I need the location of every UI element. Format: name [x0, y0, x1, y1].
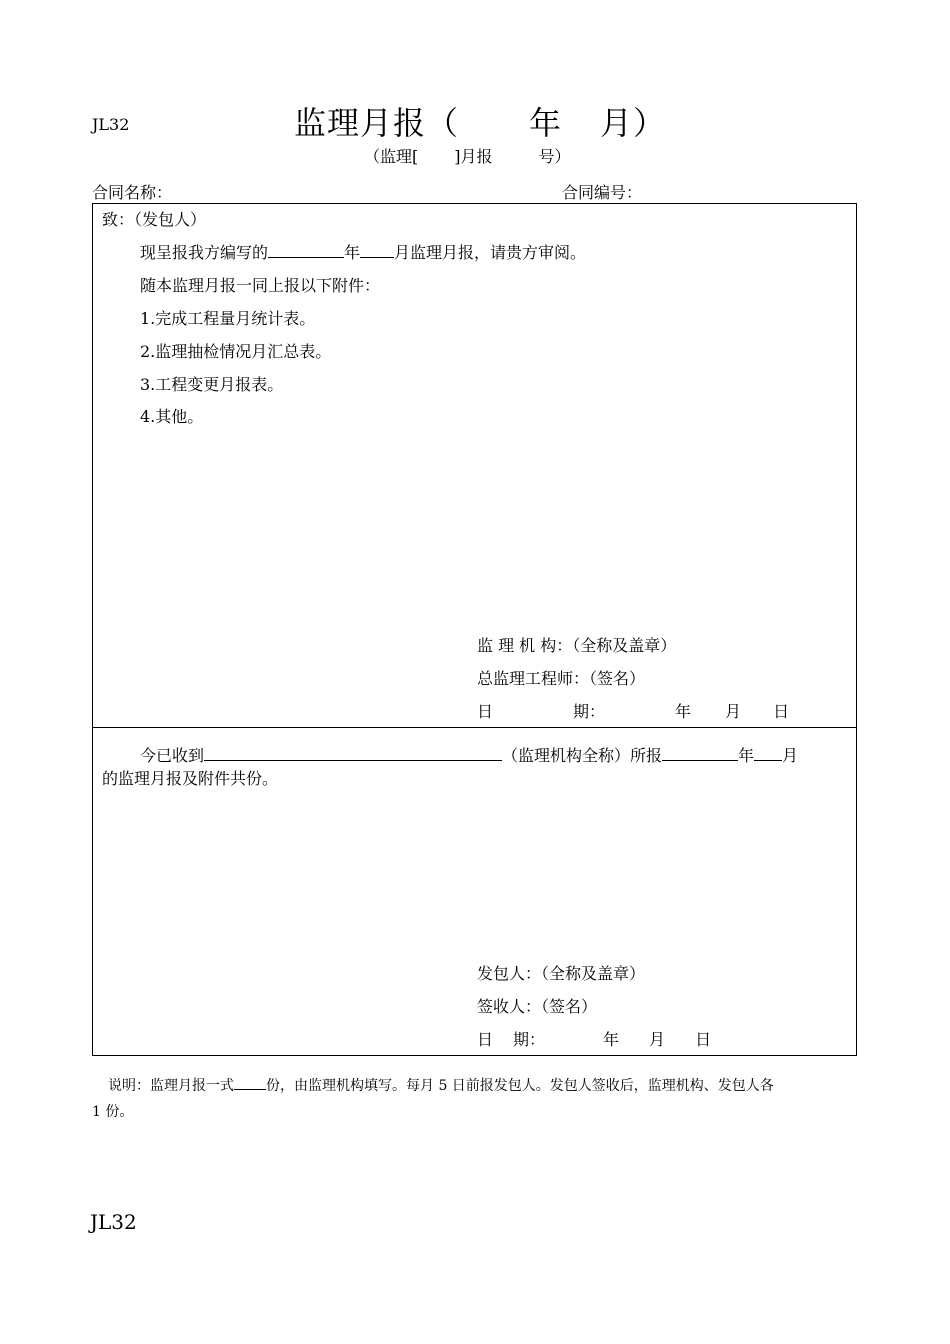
attachment-item: 3.工程变更月报表。 — [140, 375, 284, 394]
date-row — [477, 699, 789, 722]
date-month: 月 — [649, 1030, 666, 1049]
footnote-continued: 1 份。 — [92, 1104, 134, 1120]
attachments-intro: 随本监理月报一同上报以下附件： — [140, 276, 381, 295]
receipt-month-blank[interactable] — [754, 746, 782, 761]
copies-blank[interactable] — [234, 1077, 266, 1090]
page-title — [294, 98, 666, 144]
title-month: 月） — [600, 104, 667, 142]
subtitle-end: 号） — [538, 147, 571, 166]
receipt-line — [140, 743, 798, 766]
submit-line — [140, 240, 586, 263]
date-year: 年 — [603, 1030, 620, 1049]
receiver: 签收人：（签名） — [477, 997, 598, 1016]
employer: 发包人：（全称及盖章） — [477, 964, 646, 983]
year-blank[interactable] — [268, 243, 344, 258]
contract-number-label: 合同编号： — [562, 183, 643, 202]
date-year: 年 — [675, 702, 692, 721]
receipt-line-2: 的监理月报及附件共份。 — [102, 769, 279, 788]
supervision-org: 监 理 机 构：（全称及盖章） — [477, 636, 677, 655]
org-name-blank[interactable] — [204, 746, 502, 761]
date-row — [477, 1027, 711, 1050]
submit-text-a: 现呈报我方编写的 — [140, 243, 269, 262]
addressee: 致：（发包人） — [102, 210, 207, 229]
form-code-bottom: JL32 — [90, 1210, 137, 1234]
attachment-item: 1.完成工程量月统计表。 — [140, 309, 316, 328]
chief-engineer: 总监理工程师：（签名） — [477, 669, 646, 688]
section-divider — [92, 727, 857, 728]
footnote-b: 份，由监理机构填写。每月 5 日前报发包人。发包人签收后，监理机构、发包人各 — [266, 1078, 774, 1094]
date-label-2: 期： — [513, 1030, 546, 1049]
receipt-text-b: （监理机构全称）所报 — [502, 746, 663, 765]
date-label-2: 期： — [573, 702, 606, 721]
title-year: 年 — [529, 104, 563, 142]
receipt-text-c: 年 — [738, 746, 755, 765]
form-frame — [92, 203, 857, 1056]
submit-text-c: 月监理月报，请贵方审阅。 — [394, 243, 587, 262]
submit-text-b: 年 — [344, 243, 361, 262]
title-main: 监理月报（ — [294, 104, 460, 142]
subtitle-mid: ]月报 — [454, 147, 493, 166]
footnote-a: 说明：监理月报一式 — [108, 1078, 234, 1094]
date-day: 日 — [773, 702, 790, 721]
attachment-item: 4.其他。 — [140, 407, 204, 426]
date-label: 日 — [477, 1030, 494, 1049]
receipt-year-blank[interactable] — [662, 746, 738, 761]
date-day: 日 — [695, 1030, 712, 1049]
form-code: JL32 — [92, 115, 130, 134]
date-label: 日 — [477, 702, 494, 721]
date-month: 月 — [725, 702, 742, 721]
contract-name-label: 合同名称： — [92, 183, 173, 202]
footnote — [108, 1075, 774, 1095]
receipt-text-d: 月 — [782, 746, 799, 765]
month-blank[interactable] — [360, 243, 394, 258]
attachment-item: 2.监理抽检情况月汇总表。 — [140, 342, 332, 361]
receipt-text-a: 今已收到 — [140, 746, 205, 765]
report-number — [364, 144, 571, 167]
subtitle-open: （监理[ — [364, 147, 419, 166]
